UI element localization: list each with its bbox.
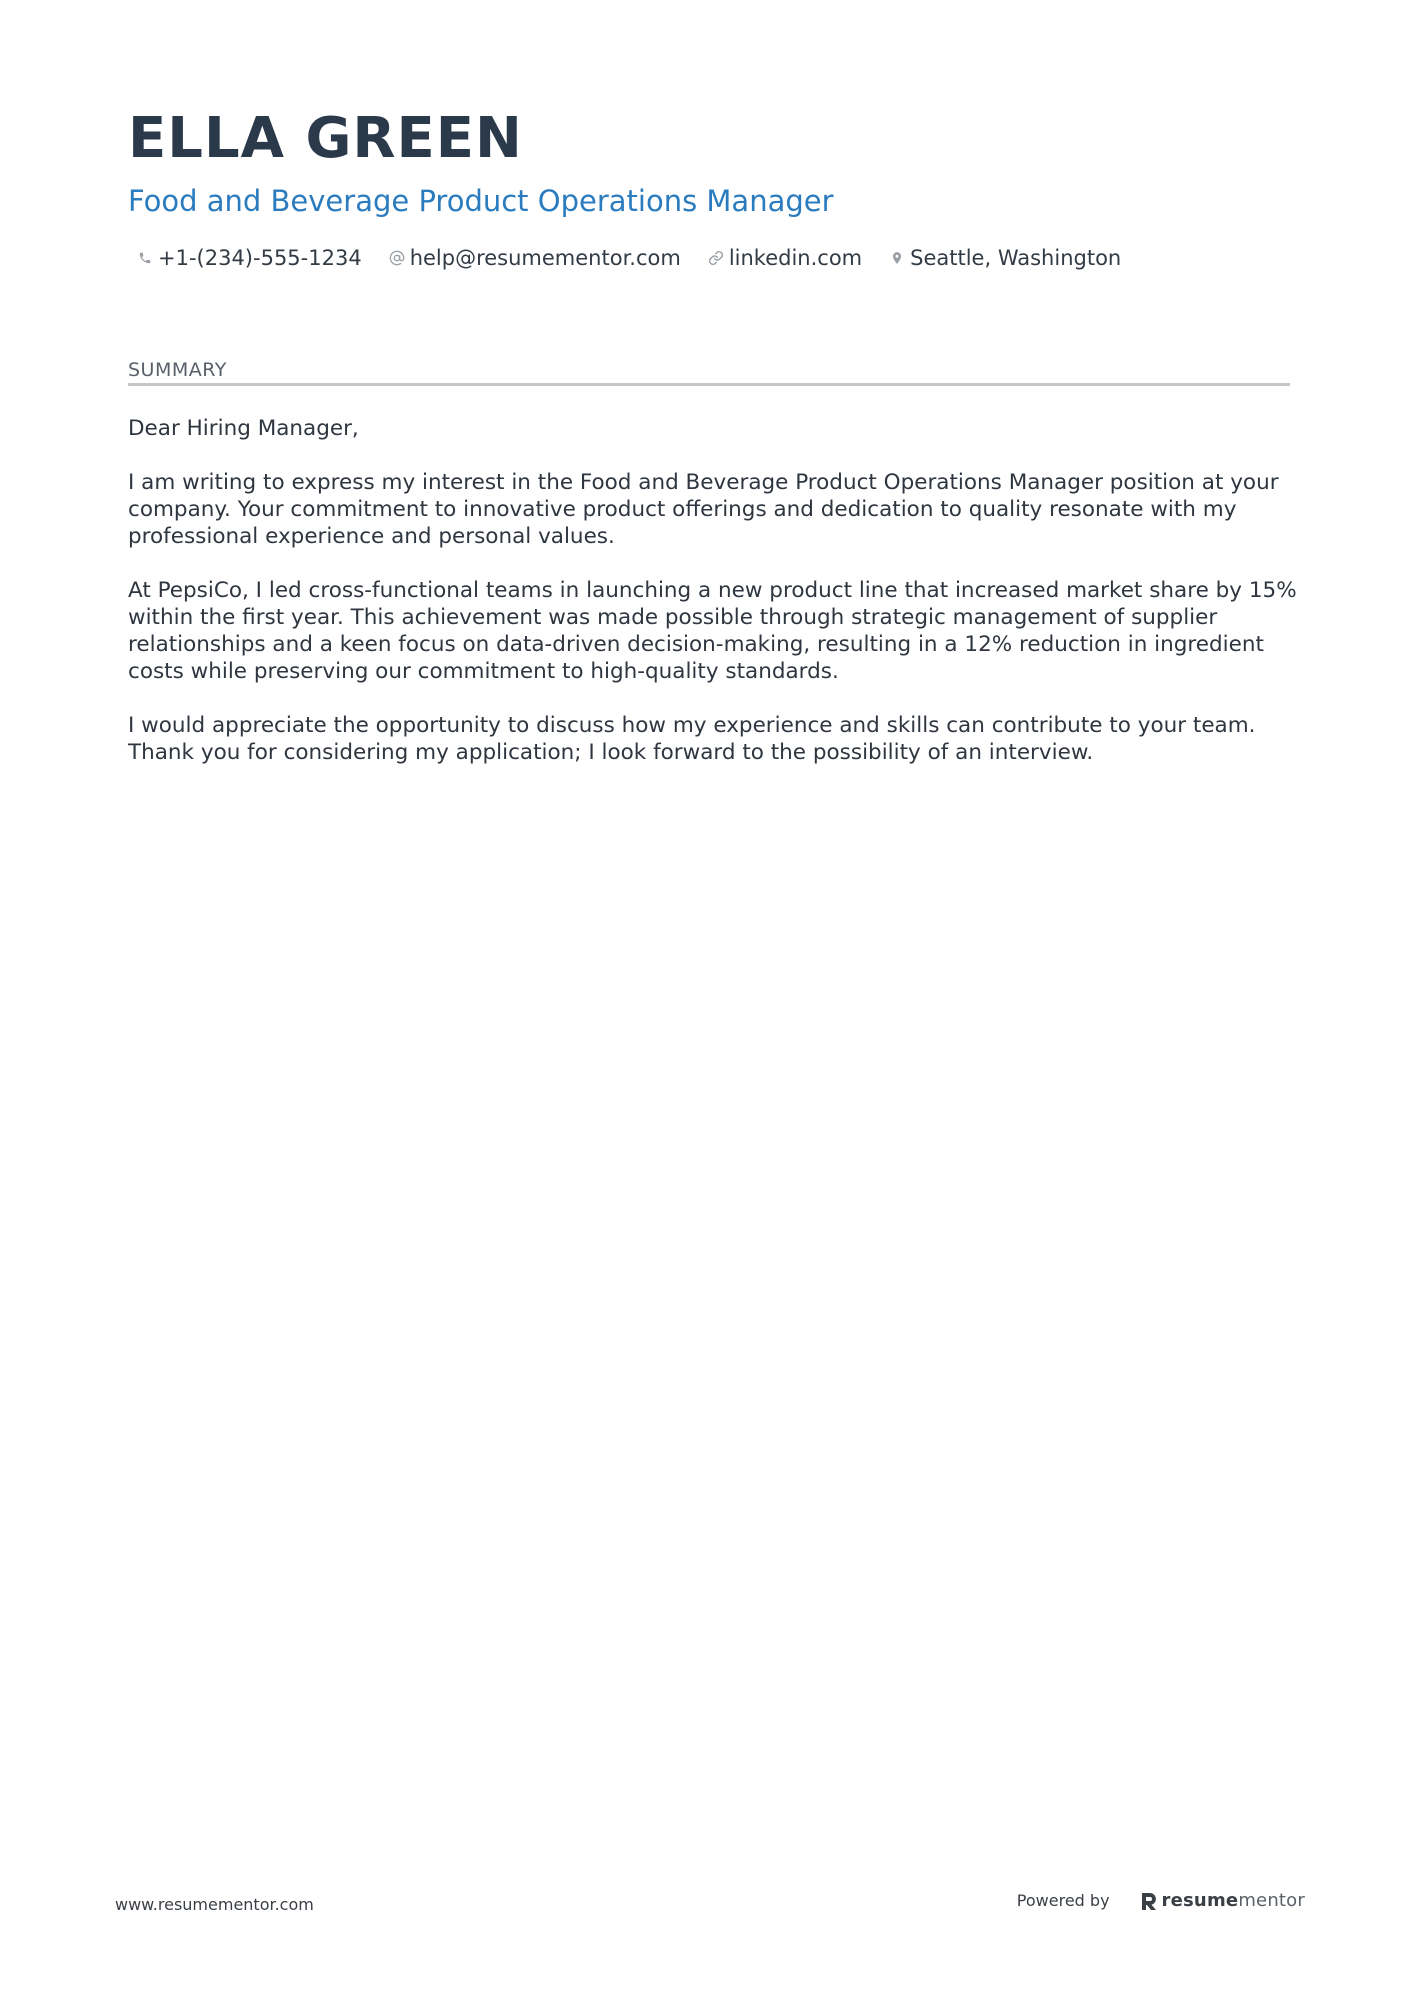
contact-linkedin[interactable] <box>707 246 862 270</box>
brand-regular: mentor <box>1238 1890 1305 1911</box>
at-icon <box>388 249 406 267</box>
location-pin-icon <box>888 249 906 267</box>
phone-icon <box>136 249 154 267</box>
cover-letter-body <box>128 415 1298 793</box>
location-text: Seattle, Washington <box>910 246 1122 270</box>
letter-paragraph: I would appreciate the opportunity to discuss how my experience and skills can contribute to your team. Thank you for considering my application; I look forward to the possibility of an interview. <box>128 713 1256 765</box>
resumementor-logo-icon <box>1140 1891 1158 1911</box>
contact-email[interactable] <box>388 246 681 270</box>
linkedin-text[interactable]: linkedin.com <box>728 246 863 270</box>
contact-bar <box>136 246 1147 270</box>
letter-paragraph: At PepsiCo, I led cross-functional teams in launching a new product line that increased market share by 15% within the first year. This achievement was made possible through strategic management of supplier relationships and a keen focus on data-driven decision-making, resulting in a 12% reduction in ingredient costs while preserving our commitment to high-quality standards. <box>128 578 1297 684</box>
salutation: Dear Hiring Manager, <box>128 416 359 441</box>
summary-section-heading <box>128 359 1290 386</box>
summary-heading-label: SUMMARY <box>128 359 227 381</box>
footer-website[interactable]: www.resumementor.com <box>115 1895 314 1914</box>
job-title: Food and Beverage Product Operations Manager <box>128 184 834 218</box>
resumementor-logo[interactable] <box>1140 1890 1305 1911</box>
email-text[interactable]: help@resumementor.com <box>409 246 681 270</box>
contact-phone <box>136 246 362 270</box>
link-icon <box>707 249 725 267</box>
contact-location <box>888 246 1121 270</box>
candidate-name: ELLA GREEN <box>128 106 523 171</box>
footer-powered-by <box>1017 1890 1305 1911</box>
brand-bold: resume <box>1161 1890 1239 1911</box>
letter-paragraph: I am writing to express my interest in the Food and Beverage Product Operations Manager position at your company. Your commitment to innovative product offerings and dedication to quality resonate with my professional experience and personal values. <box>128 470 1279 549</box>
powered-by-label: Powered by <box>1016 1891 1110 1910</box>
phone-text: +1-(234)-555-1234 <box>158 246 362 270</box>
